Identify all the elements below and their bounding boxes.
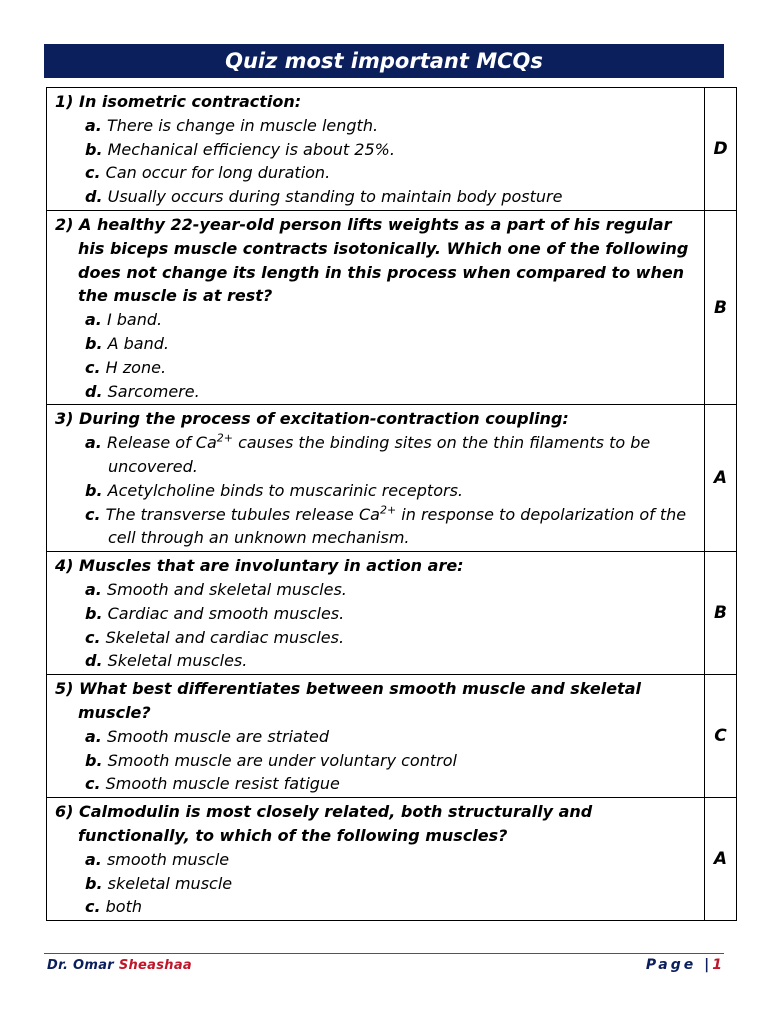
option-item [55, 332, 700, 356]
option-letter: d. [85, 651, 103, 671]
answer-cell: B [705, 210, 737, 404]
option-text: Mechanical efficiency is about 25%. [102, 139, 395, 159]
table-row [47, 675, 737, 798]
option-letter: b. [85, 873, 103, 893]
option-item [55, 185, 700, 209]
question-stem: 2) A healthy 22-year-old person lifts weights as a part of his regular his biceps muscle contracts isotonically. Which one of the following does not change its length in this process when compared to when the muscle is at rest? [55, 214, 689, 306]
option-text: Smooth muscle are striated [101, 726, 330, 746]
option-text: A band. [102, 333, 169, 353]
footer-divider [44, 953, 724, 954]
option-letter: a. [85, 433, 102, 453]
option-text: Skeletal muscles. [102, 651, 248, 671]
option-letter: c. [85, 163, 101, 183]
option-text: in response to depolarization of the cell through an unknown mechanism. [108, 504, 687, 548]
option-text: I band. [101, 310, 163, 330]
option-text: Release of Ca [101, 433, 217, 453]
option-letter: b. [85, 750, 103, 770]
option-text: Smooth and skeletal muscles. [101, 579, 347, 599]
footer-author [47, 958, 192, 973]
page-title-text: Quiz most important MCQs [225, 49, 543, 73]
option-text: Sarcomere. [102, 381, 200, 401]
question-cell [47, 675, 705, 798]
option-item [55, 578, 700, 602]
answer-cell: C [705, 675, 737, 798]
superscript-charge: 2+ [379, 503, 397, 517]
option-text: H zone. [100, 357, 167, 377]
option-letter: a. [85, 310, 102, 330]
option-item [55, 161, 700, 185]
question-cell [47, 210, 705, 404]
option-text: skeletal muscle [102, 873, 233, 893]
option-text: Acetylcholine binds to muscarinic receptors. [102, 480, 463, 500]
question-stem: 3) During the process of excitation-contraction coupling: [55, 409, 569, 429]
option-item [55, 503, 700, 551]
question-stem: 6) Calmodulin is most closely related, both structurally and functionally, to which of the following muscles? [55, 802, 593, 845]
option-text: Usually occurs during standing to maintain body posture [102, 187, 563, 207]
option-item [55, 380, 700, 404]
question-cell [47, 798, 705, 921]
option-letter: a. [85, 726, 102, 746]
option-letter: a. [85, 849, 102, 869]
page-title [44, 44, 724, 78]
answer-cell: A [705, 405, 737, 552]
quiz-table [46, 87, 737, 921]
option-text: Skeletal and cardiac muscles. [100, 627, 345, 647]
option-text: There is change in muscle length. [101, 115, 379, 135]
question-cell [47, 405, 705, 552]
option-text: Smooth muscle resist fatigue [100, 774, 340, 794]
option-letter: d. [85, 381, 103, 401]
page-number: 1 [712, 957, 722, 973]
option-item [55, 872, 700, 896]
option-letter: a. [85, 115, 102, 135]
option-text: The transverse tubules release Ca [100, 504, 380, 524]
footer-page [646, 957, 722, 973]
question-stem: 5) What best differentiates between smooth muscle and skeletal muscle? [55, 679, 641, 722]
option-item [55, 626, 700, 650]
answer-cell: A [705, 798, 737, 921]
option-text: Smooth muscle are under voluntary control [102, 750, 457, 770]
option-letter: c. [85, 504, 101, 524]
superscript-charge: 2+ [216, 431, 233, 445]
question-stem: 1) In isometric contraction: [55, 92, 302, 111]
option-letter: c. [85, 774, 101, 794]
question-cell [47, 552, 705, 675]
option-text: Can occur for long duration. [100, 163, 331, 183]
table-row [47, 88, 737, 211]
option-letter: c. [85, 897, 101, 917]
answer-cell: D [705, 88, 737, 211]
option-item [55, 725, 700, 749]
table-row [47, 210, 737, 404]
option-text: Cardiac and smooth muscles. [102, 603, 345, 623]
author-last-name: Sheashaa [118, 958, 192, 973]
option-letter: b. [85, 139, 103, 159]
option-item [55, 479, 700, 503]
option-letter: d. [85, 187, 103, 207]
option-item [55, 749, 700, 773]
option-letter: b. [85, 480, 103, 500]
option-letter: b. [85, 333, 103, 353]
author-first-name: Dr. Omar [47, 958, 114, 973]
option-item [55, 138, 700, 162]
question-cell [47, 88, 705, 211]
page-label: Page | [645, 957, 713, 973]
table-row [47, 552, 737, 675]
option-item [55, 356, 700, 380]
option-letter: c. [85, 627, 101, 647]
answer-cell: B [705, 552, 737, 675]
option-item [55, 895, 700, 919]
option-item [55, 308, 700, 332]
option-item [55, 431, 700, 479]
option-item [55, 649, 700, 673]
option-letter: b. [85, 603, 103, 623]
table-row [47, 798, 737, 921]
option-item [55, 114, 700, 138]
table-row [47, 405, 737, 552]
option-item [55, 848, 700, 872]
option-item [55, 602, 700, 626]
option-item [55, 772, 700, 796]
question-stem: 4) Muscles that are involuntary in action are: [55, 556, 464, 576]
option-text: both [100, 897, 143, 917]
option-letter: c. [85, 357, 101, 377]
option-text: causes the binding sites on the thin filaments to be uncovered. [108, 433, 651, 476]
option-letter: a. [85, 579, 102, 599]
option-text: smooth muscle [101, 849, 230, 869]
